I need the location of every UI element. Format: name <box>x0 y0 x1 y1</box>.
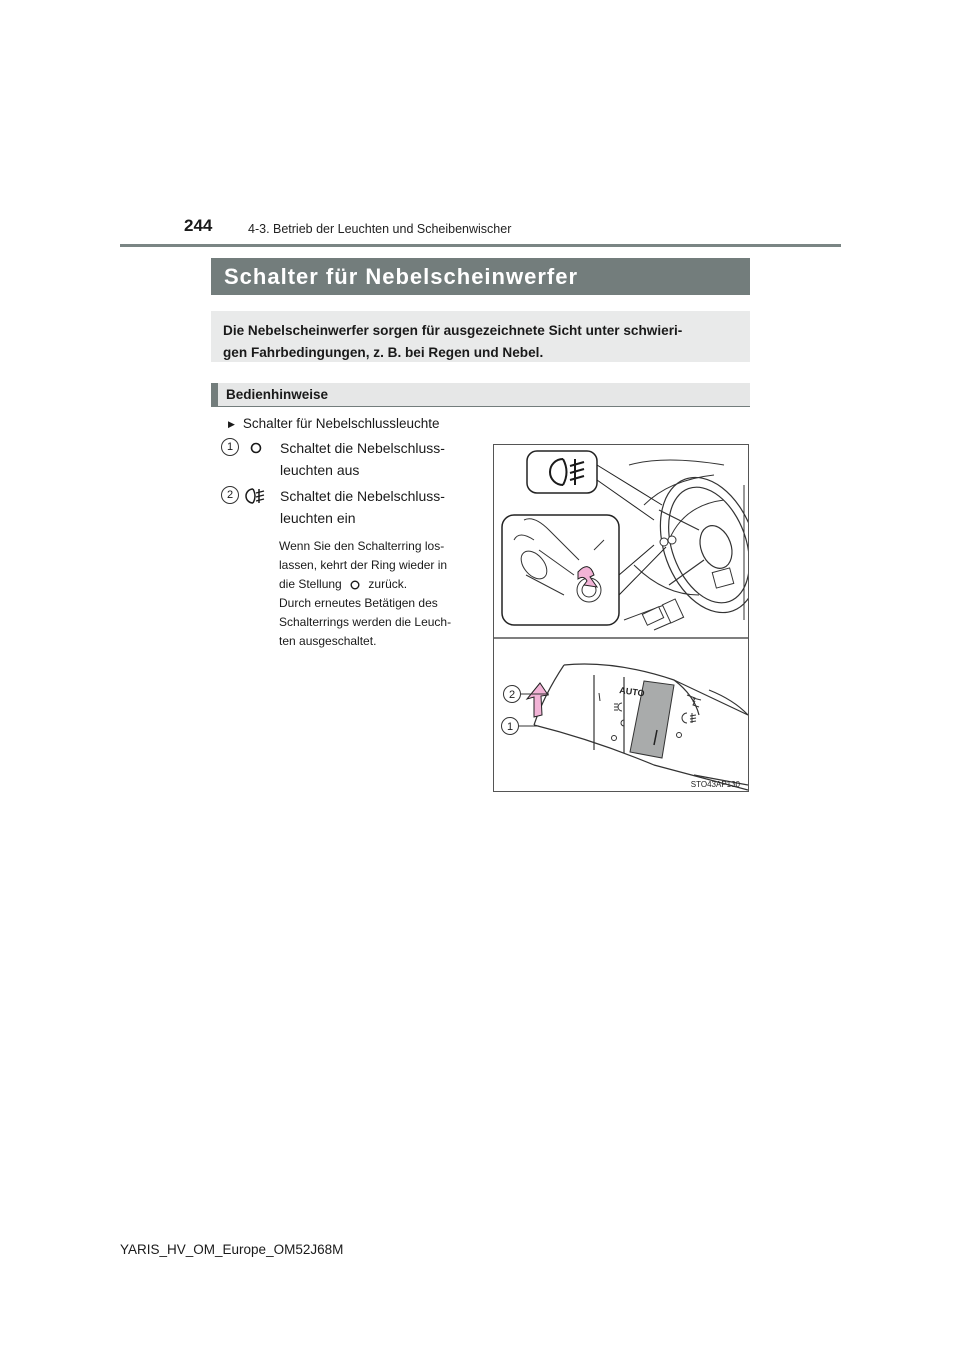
rotate-arrow-bottom <box>527 683 548 717</box>
steering-wheel <box>643 464 748 626</box>
bullet-triangle-icon: ▶ <box>228 419 235 429</box>
fog-icon-callout <box>527 451 597 493</box>
section-title: Schalter für Nebelscheinwerfer <box>211 258 750 295</box>
note-line-3a: die Stellung <box>279 577 342 591</box>
page-number: 244 <box>184 216 213 235</box>
intro-line-1: Die Nebelscheinwerfer sorgen für ausgezeichnete Sicht unter schwieri- <box>223 323 683 338</box>
fog-off-icon <box>249 441 263 455</box>
intro-line-2: gen Fahrbedingungen, z. B. bei Regen und Nebel. <box>223 345 544 360</box>
item-2-line-2: leuchten ein <box>280 510 356 526</box>
item-1-text <box>280 437 478 481</box>
note-line-3 <box>279 575 478 594</box>
item-number-2: 2 <box>221 486 239 504</box>
chapter-title: 4-3. Betrieb der Leuchten und Scheibenwischer <box>248 222 512 236</box>
note-line-4: Durch erneutes Betätigen des <box>279 596 438 610</box>
lever-detail-callout <box>502 515 619 625</box>
footer-document-id: YARIS_HV_OM_Europe_OM52J68M <box>120 1242 344 1257</box>
item-1-line-2: leuchten aus <box>280 462 360 478</box>
bullet-text: Schalter für Nebelschlussleuchte <box>242 416 440 431</box>
header-divider <box>120 244 841 247</box>
rear-fog-light-icon <box>244 486 268 506</box>
subheading: Bedienhinweise <box>211 383 750 407</box>
note-line-3b: zurück. <box>368 577 408 591</box>
item-2-text <box>280 485 478 529</box>
intro-box <box>211 311 750 362</box>
note-line-5: Schalterrings werden die Leuch- <box>279 615 452 629</box>
auto-label: AUTO <box>618 685 646 699</box>
item-number-1: 1 <box>221 438 239 456</box>
item-2-line-1: Schaltet die Nebelschluss- <box>280 488 445 504</box>
callout-1-label: 1 <box>506 721 514 733</box>
switch-illustration <box>494 445 748 791</box>
callout-2-label: 2 <box>508 689 516 701</box>
item-1-line-1: Schaltet die Nebelschluss- <box>280 440 445 456</box>
fog-off-inline-icon <box>345 579 365 591</box>
figure-code: STO43AP130 <box>690 780 740 789</box>
note-text <box>279 537 478 651</box>
note-line-6: ten ausgeschaltet. <box>279 634 377 648</box>
illustration <box>493 444 749 792</box>
note-line-2: lassen, kehrt der Ring wieder in <box>279 558 448 572</box>
bullet-item <box>228 416 440 431</box>
note-line-1: Wenn Sie den Schalterring los- <box>279 539 445 553</box>
